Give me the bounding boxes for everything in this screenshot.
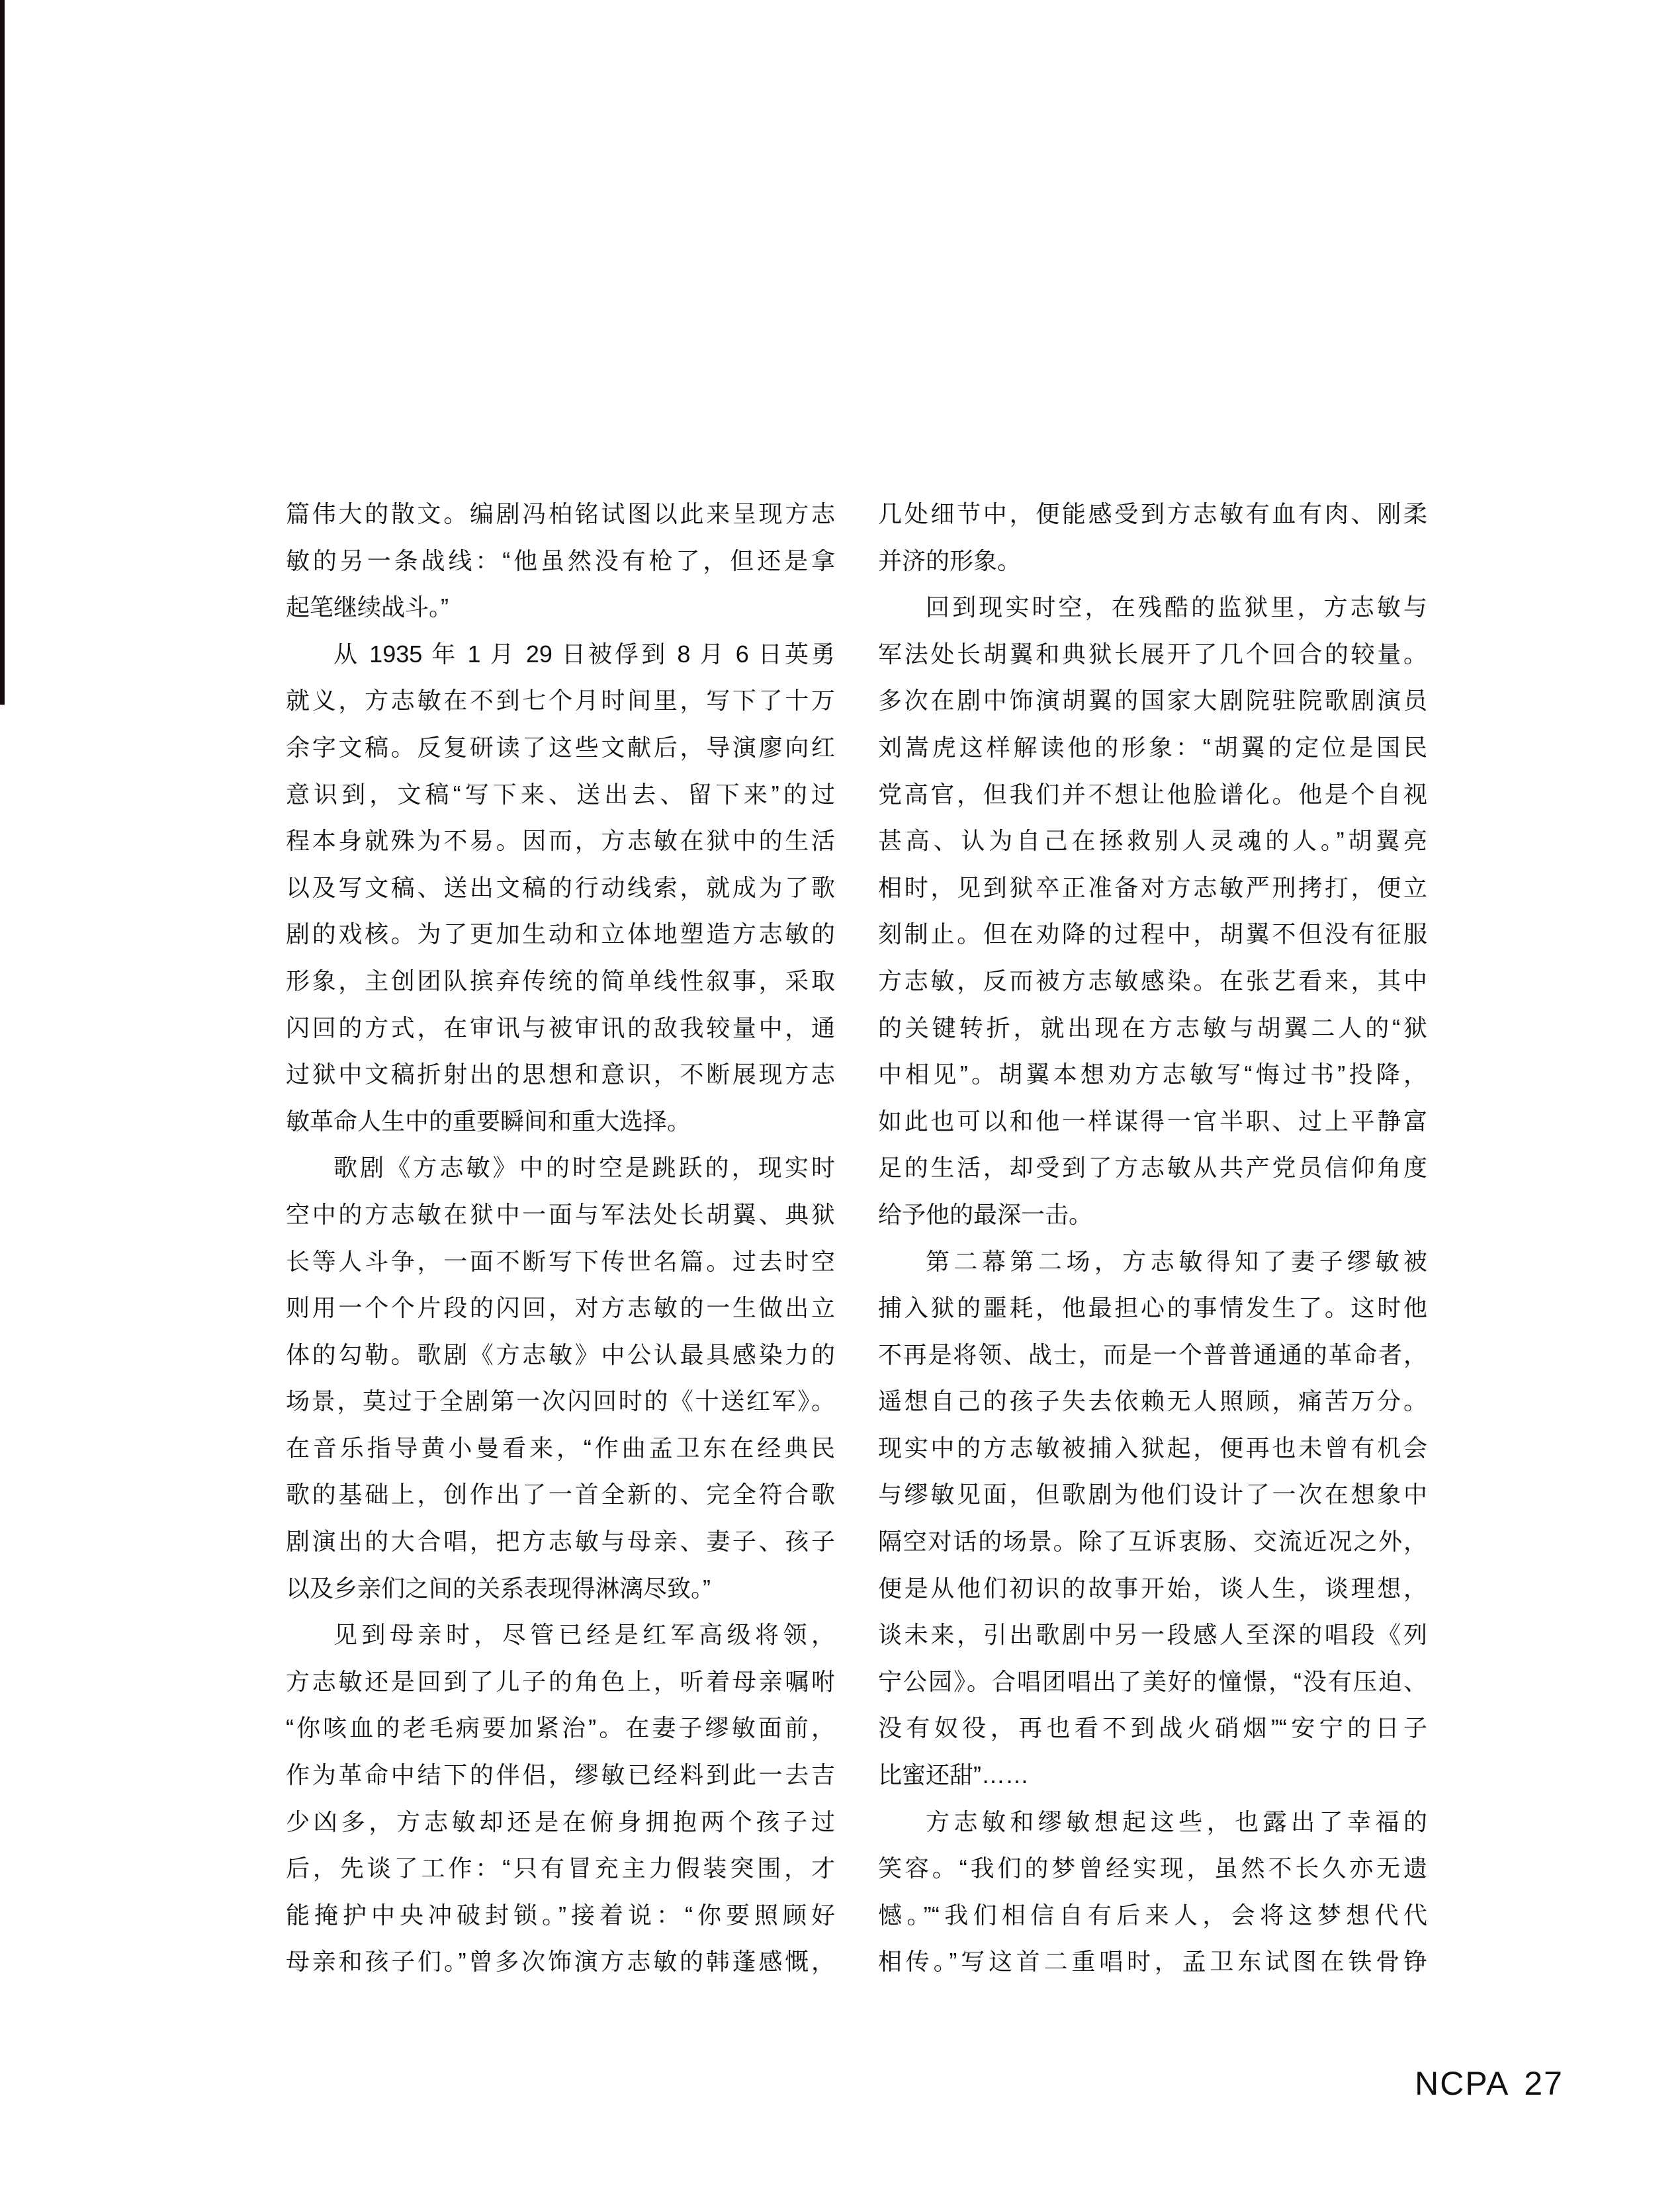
left-column xyxy=(286,491,835,1986)
text-line: 则用一个个片段的闪回，对方志敏的一生做出立 xyxy=(286,1294,835,1322)
text-line: 隔空对话的场景。除了互诉衷肠、交流近况之外， xyxy=(878,1528,1427,1555)
text-line: 在音乐指导黄小曼看来，“作曲孟卫东在经典民 xyxy=(286,1434,835,1462)
text-line: 闪回的方式，在审讯与被审讯的敌我较量中，通 xyxy=(286,1014,835,1041)
text-line: 歌剧《方志敏》中的时空是跳跃的，现实时 xyxy=(333,1154,835,1182)
text-line: 党高官，但我们并不想让他脸谱化。他是个自视 xyxy=(878,780,1427,808)
text-line: 并济的形象。 xyxy=(878,547,1022,574)
text-line: 中相见”。胡翼本想劝方志敏写“悔过书”投降， xyxy=(878,1061,1427,1088)
text-line: 相传。”写这首二重唱时，孟卫东试图在铁骨铮 xyxy=(878,1948,1427,1976)
text-line: 第二幕第二场，方志敏得知了妻子缪敏被 xyxy=(926,1247,1427,1275)
text-line: 几处细节中，便能感受到方志敏有血有肉、刚柔 xyxy=(878,500,1427,527)
left-edge-accent-bar xyxy=(0,0,5,705)
text-line: 长等人斗争，一面不断写下传世名篇。过去时空 xyxy=(286,1247,835,1275)
text-line: 足的生活，却受到了方志敏从共产党员信仰角度 xyxy=(878,1154,1427,1182)
text-line: 形象，主创团队摈弃传统的简单线性叙事，采取 xyxy=(286,967,835,994)
text-line: 方志敏和缪敏想起这些，也露出了幸福的 xyxy=(926,1808,1427,1835)
text-line: 甚高、认为自己在拯救别人灵魂的人。”胡翼亮 xyxy=(878,827,1427,855)
text-line: 空中的方志敏在狱中一面与军法处长胡翼、典狱 xyxy=(286,1200,835,1228)
text-line: 的关键转折，就出现在方志敏与胡翼二人的“狱 xyxy=(878,1014,1427,1041)
text-line: 以及写文稿、送出文稿的行动线索，就成为了歌 xyxy=(286,873,835,901)
text-line: 少凶多，方志敏却还是在俯身拥抱两个孩子过 xyxy=(286,1808,835,1835)
text-line: 如此也可以和他一样谋得一官半职、过上平静富 xyxy=(878,1107,1427,1135)
text-line: 见到母亲时，尽管已经是红军高级将领， xyxy=(333,1621,835,1649)
text-line: 余字文稿。反复研读了这些文献后，导演廖向红 xyxy=(286,733,835,761)
text-line: 刘嵩虎这样解读他的形象：“胡翼的定位是国民 xyxy=(878,733,1427,761)
text-line: 方志敏，反而被方志敏感染。在张艺看来，其中 xyxy=(878,967,1427,994)
text-line: 母亲和孩子们。”曾多次饰演方志敏的韩蓬感慨， xyxy=(286,1948,835,1976)
text-line: 方志敏还是回到了儿子的角色上，听着母亲嘱咐 xyxy=(286,1667,835,1695)
text-line: 现实中的方志敏被捕入狱起，便再也未曾有机会 xyxy=(878,1434,1427,1462)
text-line: 与缪敏见面，但歌剧为他们设计了一次在想象中 xyxy=(878,1481,1427,1509)
text-line: 过狱中文稿折射出的思想和意识，不断展现方志 xyxy=(286,1061,835,1088)
text-line: 剧的戏核。为了更加生动和立体地塑造方志敏的 xyxy=(286,920,835,948)
text-line: 没有奴役，再也看不到战火硝烟”“安宁的日子 xyxy=(878,1714,1427,1742)
text-line: 捕入狱的噩耗，他最担心的事情发生了。这时他 xyxy=(878,1294,1427,1322)
text-line: 作为革命中结下的伴侣，缪敏已经料到此一去吉 xyxy=(286,1761,835,1789)
text-line: 从 1935 年 1 月 29 日被俘到 8 月 6 日英勇 xyxy=(333,640,835,668)
text-line: 篇伟大的散文。编剧冯柏铭试图以此来呈现方志 xyxy=(286,500,835,527)
text-line: 体的勾勒。歌剧《方志敏》中公认最具感染力的 xyxy=(286,1340,835,1368)
text-line: 就义，方志敏在不到七个月时间里，写下了十万 xyxy=(286,687,835,715)
text-line: 不再是将领、战士，而是一个普普通通的革命者， xyxy=(878,1340,1427,1368)
text-line: 后，先谈了工作：“只有冒充主力假装突围，才 xyxy=(286,1855,835,1882)
text-line: 比蜜还甜”…… xyxy=(878,1761,1029,1789)
text-line: 能掩护中央冲破封锁。”接着说：“你要照顾好 xyxy=(286,1901,835,1929)
right-column xyxy=(878,491,1427,1986)
text-line: 相时，见到狱卒正准备对方志敏严刑拷打，便立 xyxy=(878,873,1427,901)
text-line: 军法处长胡翼和典狱长展开了几个回合的较量。 xyxy=(878,640,1427,668)
text-line: 憾。”“我们相信自有后来人，会将这梦想代代 xyxy=(878,1901,1427,1929)
text-line: 意识到，文稿“写下来、送出去、留下来”的过 xyxy=(286,780,835,808)
text-line: 程本身就殊为不易。因而，方志敏在狱中的生活 xyxy=(286,827,835,855)
text-line: 敏的另一条战线：“他虽然没有枪了，但还是拿 xyxy=(286,547,835,574)
text-line: “你咳血的老毛病要加紧治”。在妻子缪敏面前， xyxy=(286,1714,835,1742)
footer-brand: NCPA xyxy=(1415,2065,1510,2102)
text-line: 歌的基础上，创作出了一首全新的、完全符合歌 xyxy=(286,1481,835,1509)
article-body xyxy=(286,491,1427,1986)
text-line: 回到现实时空，在残酷的监狱里，方志敏与 xyxy=(926,593,1427,621)
text-line: 笑容。“我们的梦曾经实现，虽然不长久亦无遗 xyxy=(878,1855,1427,1882)
text-line: 谈未来，引出歌剧中另一段感人至深的唱段《列 xyxy=(878,1621,1427,1649)
text-line: 给予他的最深一击。 xyxy=(878,1200,1093,1228)
text-line: 剧演出的大合唱，把方志敏与母亲、妻子、孩子 xyxy=(286,1528,835,1555)
text-line: 场景，莫过于全剧第一次闪回时的《十送红军》。 xyxy=(286,1387,835,1415)
text-line: 刻制止。但在劝降的过程中，胡翼不但没有征服 xyxy=(878,920,1427,948)
text-line: 便是从他们初识的故事开始，谈人生，谈理想， xyxy=(878,1574,1427,1602)
text-line: 遥想自己的孩子失去依赖无人照顾，痛苦万分。 xyxy=(878,1387,1427,1415)
text-line: 宁公园》。合唱团唱出了美好的憧憬，“没有压迫、 xyxy=(878,1667,1427,1695)
text-line: 敏革命人生中的重要瞬间和重大选择。 xyxy=(286,1107,691,1135)
text-line: 多次在剧中饰演胡翼的国家大剧院驻院歌剧演员 xyxy=(878,687,1427,715)
text-line: 起笔继续战斗。” xyxy=(286,593,449,621)
page-footer xyxy=(1415,2067,1564,2100)
page-number: 27 xyxy=(1524,2065,1564,2102)
text-line: 以及乡亲们之间的关系表现得淋漓尽致。” xyxy=(286,1574,711,1602)
